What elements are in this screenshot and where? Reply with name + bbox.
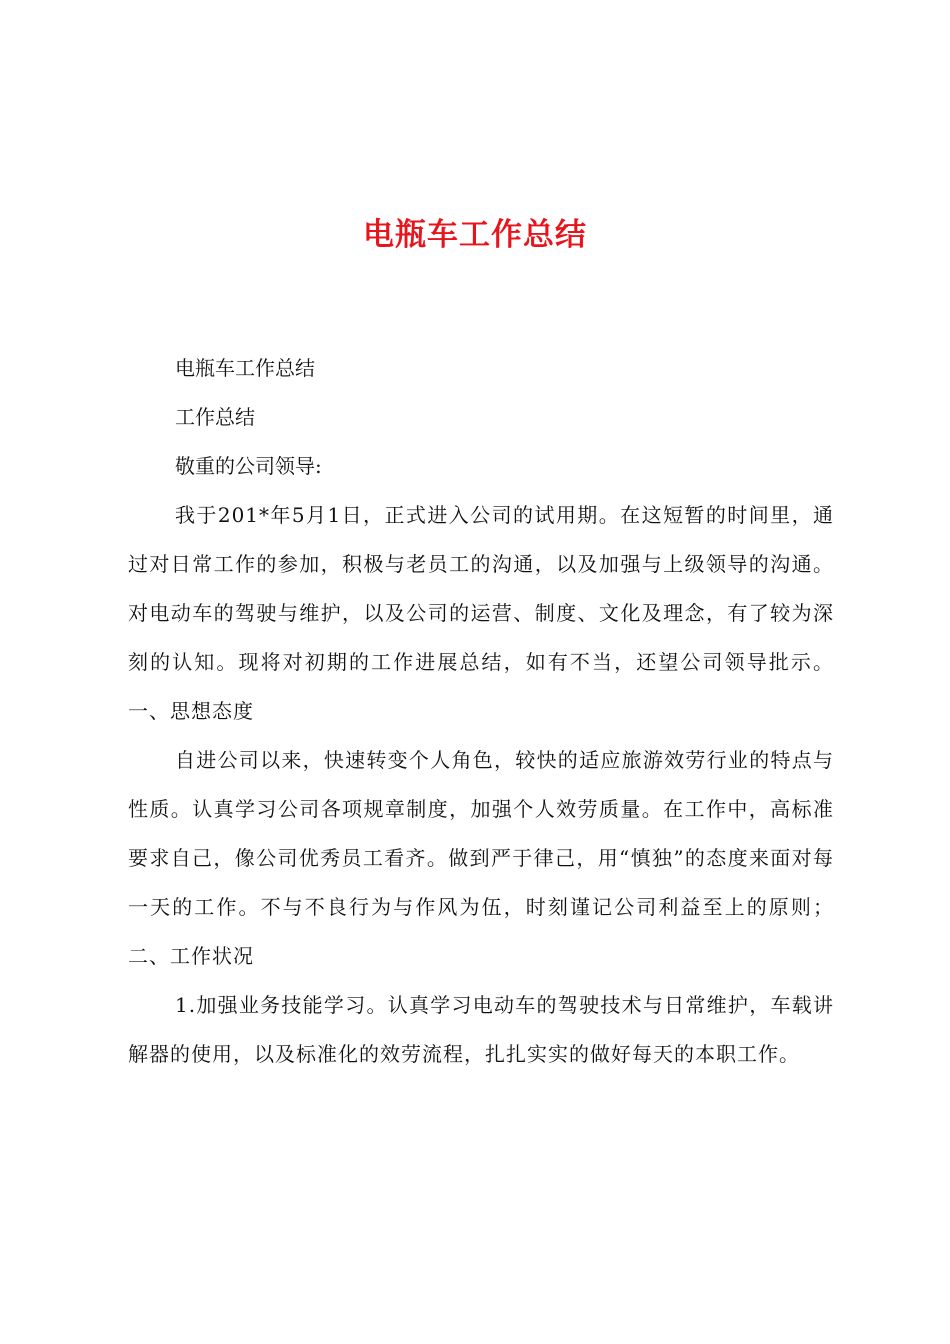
document-body bbox=[128, 344, 834, 1079]
paragraph-attitude: 自进公司以来，快速转变个人角色，较快的适应旅游效劳行业的特点与性质。认真学习公司各项规章制度，加强个人效劳质量。在工作中，高标准要求自己，像公司优秀员工看齐。做到严于律己，用“慎独”的态度来面对每一天的工作。不与不良行为与作风为伍，时刻谨记公司利益至上的原则；二、工作状况 bbox=[128, 748, 834, 968]
paragraph-heading: 电瓶车工作总结 bbox=[175, 356, 315, 380]
paragraph-work-item-1: 1.加强业务技能学习。认真学习电动车的驾驶技术与日常维护，车载讲解器的使用，以及标准化的效劳流程，扎扎实实的做好每天的本职工作。 bbox=[128, 993, 834, 1066]
paragraph-intro: 我于201*年5月1日，正式进入公司的试用期。在这短暂的时间里，通过对日常工作的参加，积极与老员工的沟通，以及加强与上级领导的沟通。对电动车的驾驶与维护，以及公司的运营、制度、文化及理念，有了较为深刻的认知。现将对初期的工作进展总结，如有不当，还望公司领导批示。一、思想态度 bbox=[128, 503, 834, 723]
paragraph-subheading: 工作总结 bbox=[175, 405, 255, 429]
paragraph-salutation: 敬重的公司领导: bbox=[175, 454, 322, 478]
document-title: 电瓶车工作总结 bbox=[363, 217, 587, 253]
